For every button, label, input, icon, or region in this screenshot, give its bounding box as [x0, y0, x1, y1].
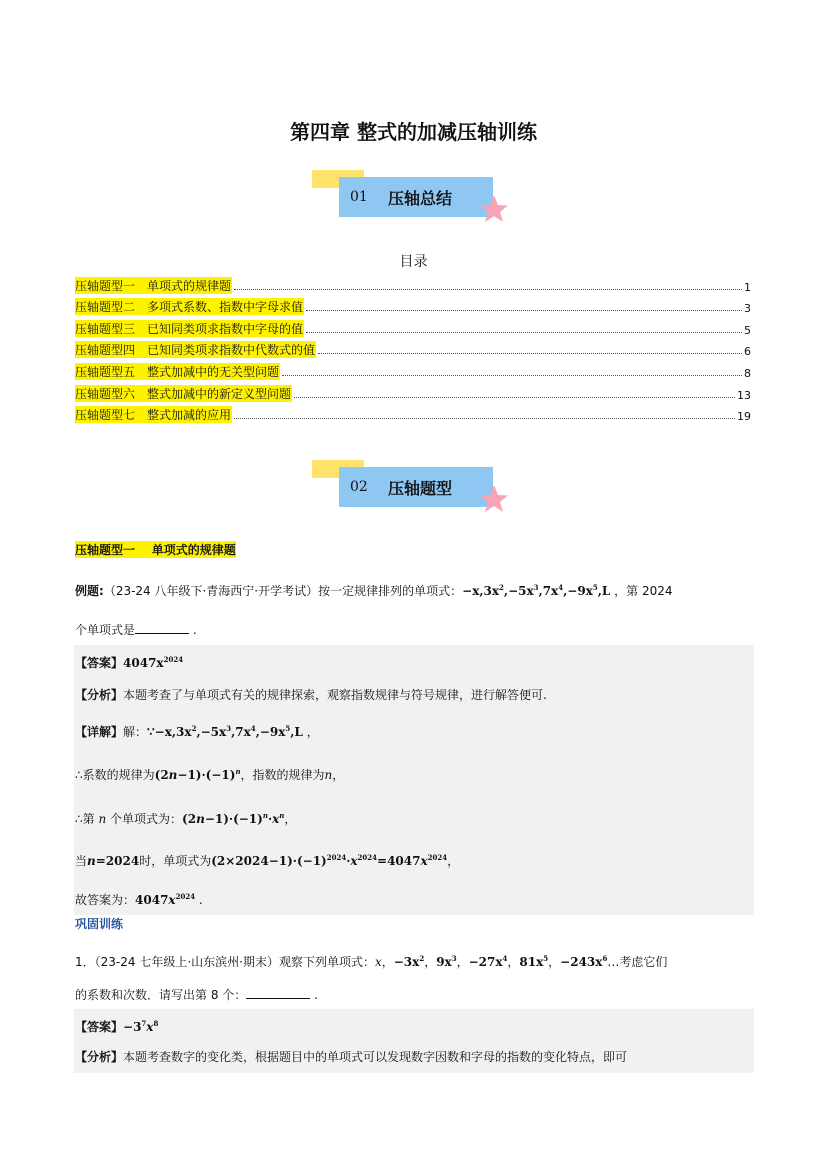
toc-leader	[294, 397, 735, 398]
toc-item[interactable]	[75, 402, 751, 424]
star-icon	[479, 484, 509, 514]
table-of-contents	[75, 272, 751, 423]
toc-item-label: 压轴题型六	[75, 386, 136, 401]
example-line-1	[75, 582, 673, 599]
rule-line: ∴系数的规律为$(2n-1)\cdot(-1)^n$，指数的规律为n，	[75, 767, 345, 782]
example-source: （23-24 八年级下·青海西宁·开学考试）按一定规律排列的单项式：	[103, 584, 463, 598]
section-banner-summary	[312, 170, 512, 230]
final-line: 故答案为：$4047x^{2024}$ .	[75, 892, 203, 907]
section-number: 01	[350, 189, 368, 205]
toc-item-topic: 单项式的规律题	[147, 278, 232, 293]
toc-item-label: 压轴题型二	[75, 300, 136, 315]
detail-line: 【详解】解：$\because-x,3x^2,-5x^3,7x^4,-9x^5,L$ ，	[75, 724, 319, 739]
toc-item[interactable]	[75, 358, 751, 380]
toc-leader	[306, 332, 742, 333]
toc-item[interactable]	[75, 272, 751, 294]
toc-item-page: 6	[744, 345, 751, 359]
example-line-2: 个单项式是 .	[75, 623, 197, 637]
toc-leader	[234, 289, 742, 290]
analysis-2-line: 【分析】本题考查数字的变化类，根据题目中的单项式可以发现数字因数和字母的指数的变化特点，即可	[75, 1050, 628, 1064]
section-number: 02	[350, 479, 368, 495]
answer-2-line: 【答案】$-3^7x^8$	[75, 1019, 159, 1034]
toc-leader	[306, 310, 742, 311]
toc-item-label: 压轴题型七	[75, 408, 136, 423]
page-title: 第四章 整式的加减压轴训练	[290, 120, 537, 144]
analysis-line: 【分析】本题考查了与单项式有关的规律探索，观察指数规律与符号规律，进行解答便可.	[75, 688, 547, 702]
toc-heading: 目录	[399, 254, 428, 270]
toc-item[interactable]	[75, 337, 751, 359]
answer-blank[interactable]	[246, 987, 310, 999]
answer-line: 【答案】$4047x^{2024}$	[75, 655, 184, 670]
toc-item[interactable]	[75, 315, 751, 337]
toc-item-topic: 整式加减中的无关型问题	[147, 364, 280, 379]
toc-item-topic: 整式加减中的新定义型问题	[147, 386, 292, 401]
star-icon	[479, 194, 509, 224]
practice-heading: 巩固训练	[75, 917, 124, 931]
question-1-line-1: 1．（23-24 七年级上·山东滨州·期末）观察下列单项式：x，$-3x^2$，$9x^3$，$-27x^4$，$81x^5$，$-243x^6\dots$考虑它们	[75, 954, 668, 969]
example-suffix: ，第 2024	[614, 584, 673, 598]
example-sequence: $-x,3x^2,-5x^3,7x^4,-9x^5,L$	[462, 583, 611, 598]
toc-leader	[234, 418, 735, 419]
banner-box	[339, 177, 493, 217]
toc-item-page: 19	[737, 410, 751, 424]
section-label: 压轴总结	[388, 188, 453, 208]
toc-item-page: 3	[744, 302, 751, 316]
type1-heading: 压轴题型一 单项式的规律题	[75, 543, 236, 557]
toc-item-topic: 整式加减的应用	[147, 408, 232, 423]
toc-item-page: 1	[744, 280, 751, 294]
toc-item-page: 8	[744, 366, 751, 380]
section-label: 压轴题型	[388, 478, 453, 498]
toc-item-label: 压轴题型三	[75, 321, 136, 336]
toc-item-label: 压轴题型五	[75, 364, 136, 379]
toc-item-topic: 多项式系数、指数中字母求值	[147, 300, 304, 315]
answer-value: $4047x^{2024}$	[123, 655, 184, 670]
toc-leader	[318, 353, 742, 354]
example-prefix: 例题:	[75, 584, 104, 598]
toc-item-page: 5	[744, 323, 751, 337]
toc-item-topic: 已知同类项求指数中代数式的值	[147, 343, 316, 358]
toc-item-page: 13	[737, 388, 751, 402]
toc-leader	[282, 375, 742, 376]
when-line: 当n=2024时，单项式为$(2\times 2024-1)\cdot(-1)^{2024}\cdot x^{2024}=4047x^{2024}$，	[75, 853, 460, 868]
question-1-line-2: 的系数和次数．请写出第 8 个： .	[75, 988, 318, 1002]
section-banner-types	[312, 460, 512, 520]
toc-item[interactable]	[75, 380, 751, 402]
answer-blank[interactable]	[135, 622, 189, 634]
toc-item-topic: 已知同类项求指数中字母的值	[147, 321, 304, 336]
nth-line: ∴第 n 个单项式为：$(2n-1)\cdot(-1)^n\cdot x^n$，	[75, 811, 297, 826]
banner-box	[339, 467, 493, 507]
toc-item-label: 压轴题型四	[75, 343, 136, 358]
toc-item-label: 压轴题型一	[75, 278, 136, 293]
toc-item[interactable]	[75, 294, 751, 316]
